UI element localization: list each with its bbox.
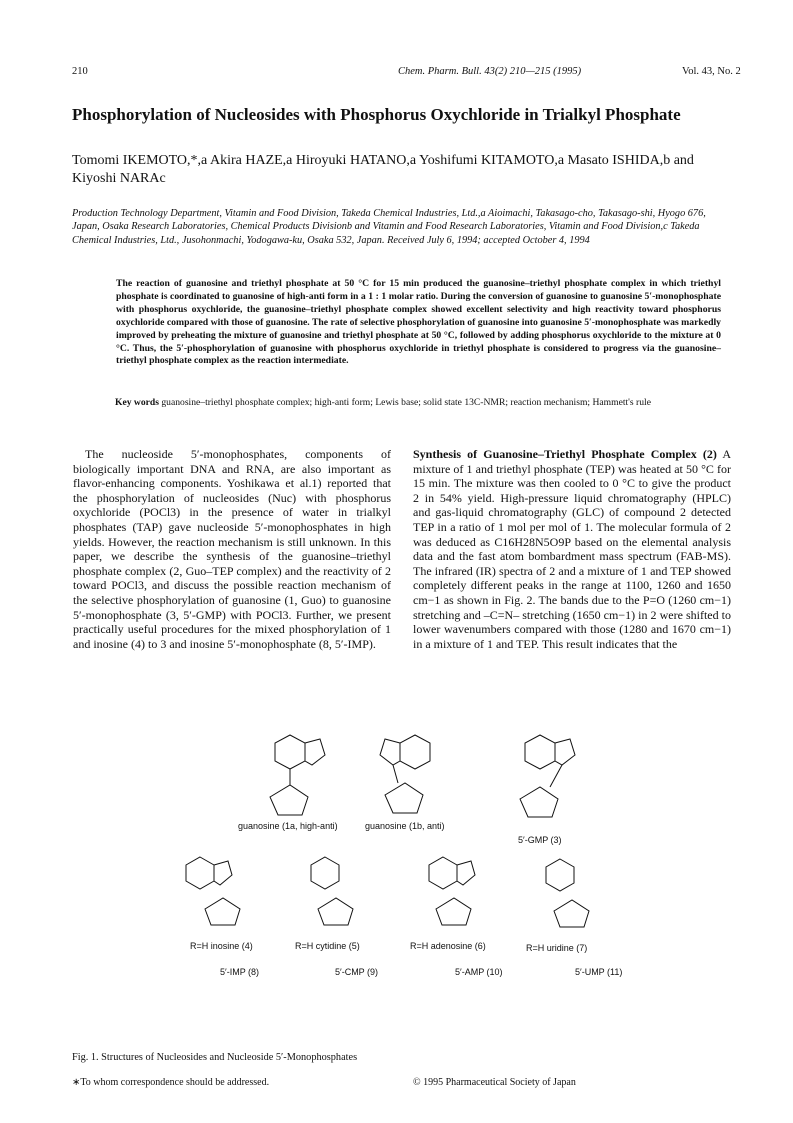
footnote: ∗To whom correspondence should be addressed. — [72, 1077, 270, 1088]
author-list: Tomomi IKEMOTO,*,a Akira HAZE,a Hiroyuki HATANO,a Yoshifumi KITAMOTO,a Masato ISHIDA,b and Kiyoshi NARAc — [72, 153, 694, 186]
abstract: The reaction of guanosine and triethyl phosphate at 50 °C for 15 min produced the guanosine–triethyl phosphate complex in which triethyl phosphate is coordinated to guanosine of high-anti form in a 1 : 1 molar ratio. During the conversion of guanosine to guanosine 5′-monophosphate with phosphorus oxychloride, the guanosine–triethyl phosphate complex showed excellent selectivity and high reactivity toward phosphorus oxychloride compared with those of guanosine. The rate of selective phosphorylation of guanosine into guanosine 5′-monophosphate was markedly improved by preheating the mixture of guanosine and triethyl phosphate at 50 °C, followed by adding phosphorus oxychloride to the mixture at 0 °C. Thus, the 5′-phosphorylation of guanosine with phosphorus oxychloride in triethyl phosphate is considered to progress via the guanosine–triethyl phosphate complex as the reaction intermediate. — [116, 278, 721, 367]
structure-inosine — [186, 857, 240, 925]
section-text: A mixture of 1 and triethyl phosphate (TEP) was heated at 50 °C for 15 min. The mixture was then cooled to 0 °C to give the product 2 in 54% yield. High-pressure liquid chromatography (HPLC) and gas-liquid chromatography (GLC) of compound 2 detected TEP in a ratio of 1 mol per mol of 1. The molecular formula of 2 was deduced as C16H28N5O9P based on the elemental analysis data and the fast atom bombardment mass spectrum (FAB-MS). The infrared (IR) spectra of 2 and a mixture of 1 and TEP showed completely different peaks in the range at 1100, 1260 and 1650 cm−1 as shown in Fig. 2. The bands due to the P=O (1260 cm−1) stretching and –C=N– stretching (1650 cm−1) in 2 were shifted to lower wavenumbers compared with those (1280 and 1670 cm−1) in a mixture of 1 and TEP. This result indicates that the — [413, 447, 731, 651]
label-cmp: 5′-CMP (9) — [335, 967, 379, 977]
label-guanosine-1b: guanosine (1b, anti) — [365, 821, 445, 831]
keywords — [73, 396, 721, 409]
label-ump: 5′-UMP (11) — [575, 967, 623, 977]
section-heading: Synthesis of Guanosine–Triethyl Phosphate Complex (2) — [413, 447, 717, 461]
structure-cytidine — [311, 857, 353, 925]
keywords-label: Key words — [115, 397, 159, 408]
affiliations: Production Technology Department, Vitamin and Food Division, Takeda Chemical Industries, Ltd.,a Aioimachi, Takasago-cho, Takasago-shi, Hyogo 676, Japan, Osaka Research Laboratories, Chemical Products Divisionb and Vitamin and Food Research Laboratories, Vitamin and Food Division,c Takeda Chemical Industries, Ltd., Jusohonmachi, Yodogawa-ku, Osaka 532, Japan. Received July 6, 1994; accepted October 4, 1994 — [72, 208, 706, 246]
structure-guanosine-1a — [270, 735, 325, 815]
structure-gmp — [520, 735, 575, 817]
article-title: Phosphorylation of Nucleosides with Phosphorus Oxychloride in Trialkyl Phosphate — [72, 105, 681, 124]
structure-guanosine-1b — [380, 735, 430, 813]
label-adenosine: R=H adenosine (6) — [410, 941, 486, 951]
label-cytidine: R=H cytidine (5) — [295, 941, 360, 951]
body-column-right — [413, 447, 731, 651]
copyright: © 1995 Pharmaceutical Society of Japan — [413, 1077, 576, 1088]
structure-adenosine — [429, 857, 475, 925]
label-guanosine-1a: guanosine (1a, high-anti) — [238, 821, 338, 831]
structure-uridine — [546, 859, 589, 927]
label-uridine: R=H uridine (7) — [526, 943, 588, 953]
label-amp: 5′-AMP (10) — [455, 967, 503, 977]
page-number: 210 — [72, 66, 88, 77]
body-column-left: The nucleoside 5′-monophosphates, components of biologically important DNA and RNA, are also important as flavor-enhancing components. Yoshikawa et al.1) reported that the phosphorylation of nucleosides (Nuc) with phosphorus oxychloride (POCl3) in the presence of water in trialkyl phosphates (TAP) gave nucleoside 5′-monophosphates in high yields. However, the reaction mechanism is still unknown. In this paper, we describe the synthesis of the guanosine–triethyl phosphate complex (2, Guo–TEP complex) and the reactivity of 2 toward POCl3, and discuss the possible reaction mechanism of the selective phosphorylation of guanosine (1, Guo) to guanosine 5′-monophosphate (3, 5′-GMP) with POCl3. Further, we present practically useful procedures for the mixed phosphorylation of 1 and inosine (4) to 3 and inosine 5′-monophosphate (8, 5′-IMP). — [73, 447, 391, 651]
volume-issue: Vol. 43, No. 2 — [682, 66, 741, 77]
figure-caption: Fig. 1. Structures of Nucleosides and Nucleoside 5′-Monophosphates — [72, 1052, 358, 1063]
keywords-text: guanosine–triethyl phosphate complex; high-anti form; Lewis base; solid state 13C-NMR; reaction mechanism; Hammett's rule — [161, 397, 651, 408]
label-inosine: R=H inosine (4) — [190, 941, 253, 951]
journal-citation: Chem. Pharm. Bull. 43(2) 210—215 (1995) — [398, 66, 582, 77]
label-imp: 5′-IMP (8) — [220, 967, 260, 977]
figure-1-structures — [150, 717, 690, 1017]
label-gmp: 5′-GMP (3) — [518, 835, 562, 845]
